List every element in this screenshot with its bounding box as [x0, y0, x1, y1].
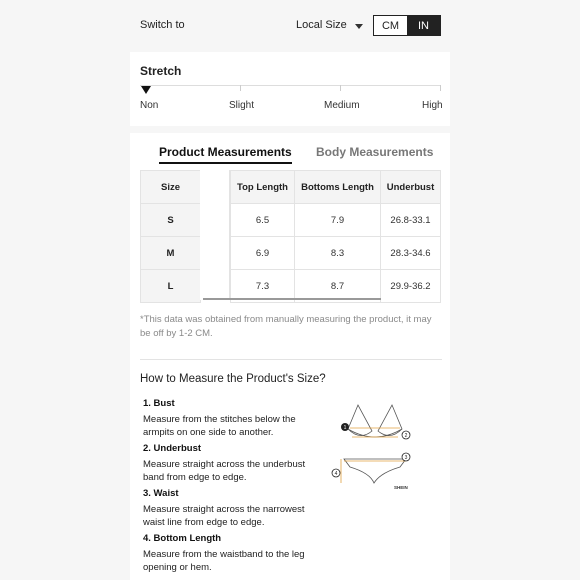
table-horizontal-scrollbar[interactable]	[203, 298, 381, 300]
stretch-level-medium: Medium	[324, 100, 360, 111]
bikini-measurement-diagram	[330, 401, 420, 501]
step-title: 4. Bottom Length	[143, 533, 222, 544]
step-title: 1. Bust	[143, 398, 175, 409]
table-cell: 8.7	[295, 270, 381, 303]
stretch-indicator-icon	[141, 86, 151, 94]
step-description: Measure from the stitches below the armpits on one side to another.	[143, 414, 296, 438]
tab-body-measurements[interactable]: Body Measurements	[316, 145, 434, 159]
table-spacer	[200, 170, 230, 300]
table-cell: 6.5	[231, 204, 295, 237]
local-size-dropdown[interactable]	[296, 19, 363, 31]
step-description: Measure from the waistband to the leg opening or hem.	[143, 549, 305, 573]
table-cell: 29.9-36.2	[381, 270, 441, 303]
switch-to-label: Switch to	[140, 19, 185, 31]
table-cell: 7.3	[231, 270, 295, 303]
measurement-disclaimer: *This data was obtained from manually measuring the product, it may be off by 1-2 CM.	[140, 314, 432, 339]
measurement-table[interactable]	[230, 170, 441, 303]
measurements-section	[130, 133, 450, 580]
table-cell: 26.8-33.1	[381, 204, 441, 237]
stretch-level-non: Non	[140, 100, 159, 111]
step-description: Measure straight across the underbust band from edge to edge.	[143, 459, 306, 483]
measure-step-bust	[143, 398, 313, 439]
step-title: 3. Waist	[143, 488, 179, 499]
stretch-tick	[240, 85, 241, 91]
marker-2-label: 2	[404, 433, 408, 439]
step-description: Measure straight across the narrowest waist line from edge to edge.	[143, 504, 305, 528]
size-cell: L	[141, 270, 201, 303]
marker-1-label: 1	[343, 425, 347, 431]
chevron-down-icon	[355, 24, 363, 29]
measure-step-waist	[143, 488, 313, 529]
section-divider	[140, 359, 442, 360]
stretch-level-high: High	[422, 100, 443, 111]
marker-3-label: 3	[404, 455, 408, 461]
unit-in-button[interactable]: IN	[407, 16, 440, 35]
measurement-tabs	[130, 145, 450, 165]
column-header: Top Length	[231, 171, 295, 204]
table-cell: 7.9	[295, 204, 381, 237]
step-title: 2. Underbust	[143, 443, 202, 454]
column-header: Underbust	[381, 171, 441, 204]
bikini-top-icon	[348, 405, 402, 437]
local-size-label: Local Size	[296, 19, 347, 31]
size-column-table	[140, 170, 201, 303]
size-header: Size	[141, 171, 201, 204]
table-cell: 28.3-34.6	[381, 237, 441, 270]
unit-cm-button[interactable]: CM	[374, 16, 407, 35]
stretch-title: Stretch	[140, 64, 182, 78]
brand-logo: SHEIN	[394, 485, 408, 490]
table-cell: 8.3	[295, 237, 381, 270]
unit-toggle[interactable]	[373, 15, 441, 36]
table-header-row	[231, 171, 441, 204]
measure-step-bottom-length	[143, 533, 313, 574]
measure-step-underbust	[143, 443, 313, 484]
table-row	[231, 204, 441, 237]
how-to-measure-title: How to Measure the Product's Size?	[140, 373, 326, 385]
size-cell: M	[141, 237, 201, 270]
size-cell: S	[141, 204, 201, 237]
marker-4-label: 4	[334, 471, 338, 477]
bikini-bottom-icon	[341, 459, 406, 483]
stretch-scale	[140, 85, 440, 86]
stretch-tick	[340, 85, 341, 91]
table-cell: 6.9	[231, 237, 295, 270]
stretch-level-slight: Slight	[229, 100, 255, 111]
column-header: Bottoms Length	[295, 171, 381, 204]
table-row	[231, 237, 441, 270]
size-switch-bar	[130, 0, 450, 50]
tab-product-measurements[interactable]: Product Measurements	[159, 145, 292, 164]
stretch-tick	[440, 85, 441, 91]
stretch-section	[130, 52, 450, 126]
